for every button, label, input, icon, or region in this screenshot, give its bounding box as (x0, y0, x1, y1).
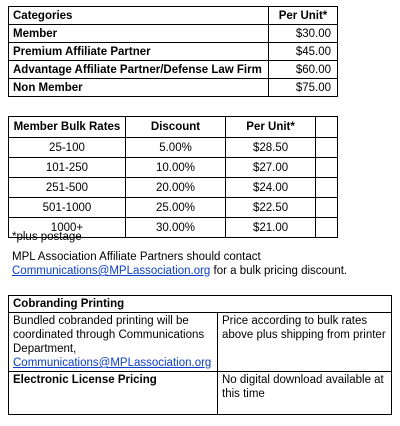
categories-header: Categories (9, 7, 269, 25)
price-cell: $24.00 (226, 178, 316, 198)
category-cell: Non Member (9, 79, 269, 97)
table-header-row (9, 117, 338, 138)
discount-cell: 30.00% (125, 218, 225, 238)
cobranding-title: Cobranding Printing (9, 296, 392, 313)
table-row (9, 61, 338, 79)
range-cell: 251-500 (9, 178, 126, 198)
table-row (9, 79, 338, 97)
cobranding-title-row (9, 296, 392, 313)
table-row (9, 178, 338, 198)
price-cell: $27.00 (226, 158, 316, 178)
affiliate-note-line: MPL Association Affiliate Partners should contact (12, 251, 261, 263)
affiliate-note-email-line (12, 264, 347, 278)
table-header-row (9, 7, 338, 25)
bulk-rates-header: Member Bulk Rates (9, 117, 126, 138)
range-cell: 501-1000 (9, 198, 126, 218)
discount-cell: 5.00% (125, 138, 225, 158)
table-row (9, 138, 338, 158)
category-cell: Member (9, 25, 269, 43)
empty-cell (316, 178, 338, 198)
postage-note: *plus postage (12, 231, 82, 243)
empty-cell (316, 218, 338, 238)
price-cell: $28.50 (226, 138, 316, 158)
cobranding-row (9, 313, 392, 372)
category-pricing-table (8, 6, 338, 97)
per-unit-header: Per Unit* (226, 117, 316, 138)
bulk-rates-table (8, 116, 338, 238)
price-cell: $21.00 (226, 218, 316, 238)
discount-cell: 25.00% (125, 198, 225, 218)
license-row (9, 372, 392, 415)
table-row (9, 43, 338, 61)
price-cell: $22.50 (226, 198, 316, 218)
cobranding-table (8, 295, 392, 415)
table-row (9, 158, 338, 178)
category-cell: Advantage Affiliate Partner/Defense Law Firm (9, 61, 269, 79)
price-cell: $30.00 (269, 25, 338, 43)
affiliate-note-tail: for a bulk pricing discount. (210, 265, 348, 277)
license-title: Electronic License Pricing (9, 372, 218, 415)
price-cell: $45.00 (269, 43, 338, 61)
table-row (9, 25, 338, 43)
email-link[interactable]: Communications@MPLassociation.org (12, 265, 211, 277)
cobranding-desc-cell (9, 313, 218, 372)
discount-header: Discount (125, 117, 225, 138)
range-cell: 1000+ (9, 218, 126, 238)
cobranding-desc: Bundled cobranded printing will be coordinated through Communications Department, (13, 315, 205, 355)
per-unit-header: Per Unit* (269, 7, 338, 25)
cobranding-email-link[interactable]: Communications@MPLassociation.org (13, 357, 212, 369)
discount-cell: 20.00% (125, 178, 225, 198)
table-row (9, 198, 338, 218)
range-cell: 25-100 (9, 138, 126, 158)
empty-cell (316, 158, 338, 178)
license-desc: No digital download available at this time (218, 372, 392, 415)
empty-cell (316, 198, 338, 218)
price-cell: $75.00 (269, 79, 338, 97)
empty-header (316, 117, 338, 138)
cobranding-price-cell: Price according to bulk rates above plus shipping from printer (218, 313, 392, 372)
discount-cell: 10.00% (125, 158, 225, 178)
category-cell: Premium Affiliate Partner (9, 43, 269, 61)
price-cell: $60.00 (269, 61, 338, 79)
range-cell: 101-250 (9, 158, 126, 178)
empty-cell (316, 138, 338, 158)
